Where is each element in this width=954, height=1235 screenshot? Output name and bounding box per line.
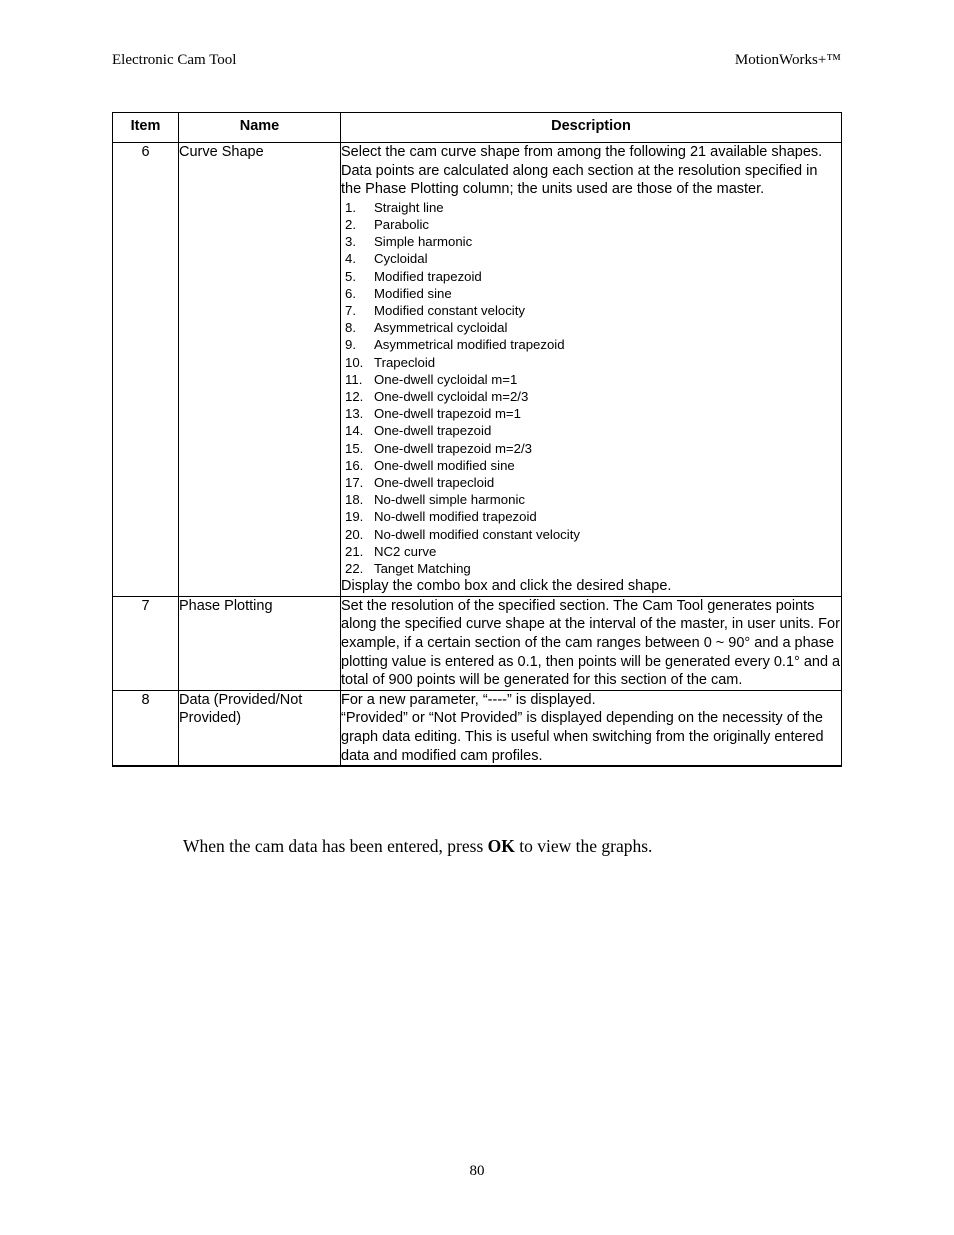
list-item-label: Tanget Matching: [374, 561, 471, 577]
list-item: [341, 199, 841, 216]
curve-shape-intro: Select the cam curve shape from among the following 21 available shapes. Data points are calculated along each section at the resolution specified in the Phase Plotting column; the units used are those of the master.: [341, 144, 823, 198]
list-item-label: One-dwell modified sine: [374, 457, 515, 473]
list-item-number: 13.: [345, 406, 364, 422]
list-item: [341, 371, 841, 388]
row-item-number: 6: [113, 143, 179, 597]
row-name: Curve Shape: [179, 143, 341, 597]
list-item-number: 18.: [345, 492, 364, 508]
list-item-number: 7.: [345, 303, 356, 318]
row-name: Data (Provided/Not Provided): [179, 690, 341, 766]
list-item: [341, 250, 841, 267]
list-item-label: Modified constant velocity: [374, 303, 525, 318]
list-item-label: Straight line: [374, 199, 444, 215]
list-item-number: 9.: [345, 337, 356, 353]
list-item-label: Asymmetrical cycloidal: [374, 320, 508, 336]
list-item-number: 12.: [345, 389, 364, 405]
list-item: [341, 319, 841, 336]
list-item-number: 14.: [345, 423, 364, 439]
header-title: Electronic Cam Tool: [112, 52, 237, 68]
list-item: [341, 474, 841, 491]
list-item-number: 11.: [345, 371, 363, 387]
column-header-item: Item: [113, 113, 179, 143]
list-item-label: No-dwell modified constant velocity: [374, 526, 580, 542]
list-item: [341, 405, 841, 422]
list-item-number: 6.: [345, 285, 356, 301]
list-item-label: Trapecloid: [374, 354, 436, 370]
list-item-number: 3.: [345, 234, 356, 250]
list-item-number: 19.: [345, 509, 364, 525]
list-item: [341, 508, 841, 525]
list-item: [341, 216, 841, 233]
header-product: MotionWorks+™: [734, 52, 841, 68]
list-item-label: One-dwell trapezoid: [374, 423, 492, 439]
list-item-label: Modified trapezoid: [374, 268, 482, 284]
list-item: [341, 285, 841, 302]
list-item-label: One-dwell cycloidal m=1: [374, 371, 518, 387]
list-item-label: NC2 curve: [374, 543, 437, 559]
list-item-number: 10.: [345, 354, 364, 370]
row-item-number: 7: [113, 596, 179, 690]
list-item: [341, 526, 841, 543]
list-item-label: No-dwell simple harmonic: [374, 492, 525, 508]
list-item: [341, 491, 841, 508]
table-row: [113, 596, 842, 690]
list-item-label: Parabolic: [374, 216, 429, 232]
list-item-number: 20.: [345, 526, 364, 542]
list-item: [341, 457, 841, 474]
list-item-number: 16.: [345, 457, 364, 473]
row-description: Set the resolution of the specified section. The Cam Tool generates points along the specified curve shape at the interval of the master, in user units. For example, if a certain section of the cam ranges between 0 ~ 90° and a phase plotting value is entered as 0.1, then points will be generated every 0.1° and a total of 900 points will be generated for this section of the cam.: [341, 596, 842, 690]
instruction-text: [183, 836, 652, 857]
list-item: [341, 354, 841, 371]
description-line: “Provided” or “Not Provided” is displayed depending on the necessity of the graph data editing. This is useful when switching from the originally entered data and modified cam profiles.: [341, 710, 824, 764]
parameter-table: [112, 112, 842, 767]
column-header-description: Description: [341, 113, 842, 143]
curve-shape-list: [341, 199, 841, 577]
list-item-label: Asymmetrical modified trapezoid: [374, 337, 565, 353]
row-item-number: 8: [113, 690, 179, 766]
list-item-number: 5.: [345, 268, 356, 284]
list-item: [341, 268, 841, 285]
list-item-label: One-dwell trapecloid: [374, 475, 495, 491]
list-item: [341, 302, 841, 319]
list-item-label: No-dwell modified trapezoid: [374, 509, 537, 525]
column-header-name: Name: [179, 113, 341, 143]
table-row: [113, 143, 842, 597]
list-item-label: One-dwell trapezoid m=2/3: [374, 440, 532, 456]
list-item: [341, 543, 841, 560]
list-item-label: Cycloidal: [374, 251, 428, 267]
list-item: [341, 336, 841, 353]
list-item-number: 8.: [345, 320, 356, 336]
row-description: [341, 690, 842, 766]
list-item-number: 17.: [345, 475, 364, 491]
instruction-before: When the cam data has been entered, press: [183, 836, 488, 856]
list-item-number: 2.: [345, 216, 356, 232]
instruction-ok-bold: OK: [487, 836, 515, 856]
page-number: 80: [469, 1163, 485, 1179]
table-row: [113, 690, 842, 766]
list-item-label: One-dwell cycloidal m=2/3: [374, 389, 529, 405]
list-item-label: Modified sine: [374, 285, 452, 301]
list-item-number: 22.: [345, 561, 364, 577]
list-item-number: 21.: [345, 543, 364, 559]
list-item-number: 4.: [345, 251, 356, 267]
list-item: [341, 560, 841, 577]
list-item-number: 15.: [345, 440, 364, 456]
list-item: [341, 388, 841, 405]
row-description: [341, 143, 842, 597]
list-item-label: One-dwell trapezoid m=1: [374, 406, 521, 422]
list-item-label: Simple harmonic: [374, 234, 473, 250]
list-item: [341, 233, 841, 250]
list-item: [341, 440, 841, 457]
list-item: [341, 422, 841, 439]
curve-shape-outro: Display the combo box and click the desired shape.: [341, 578, 672, 595]
table-header-row: [113, 113, 842, 143]
list-item-number: 1.: [345, 199, 356, 215]
instruction-after: to view the graphs.: [514, 836, 653, 856]
row-name: Phase Plotting: [179, 596, 341, 690]
description-line: For a new parameter, “----” is displayed.: [341, 691, 596, 708]
